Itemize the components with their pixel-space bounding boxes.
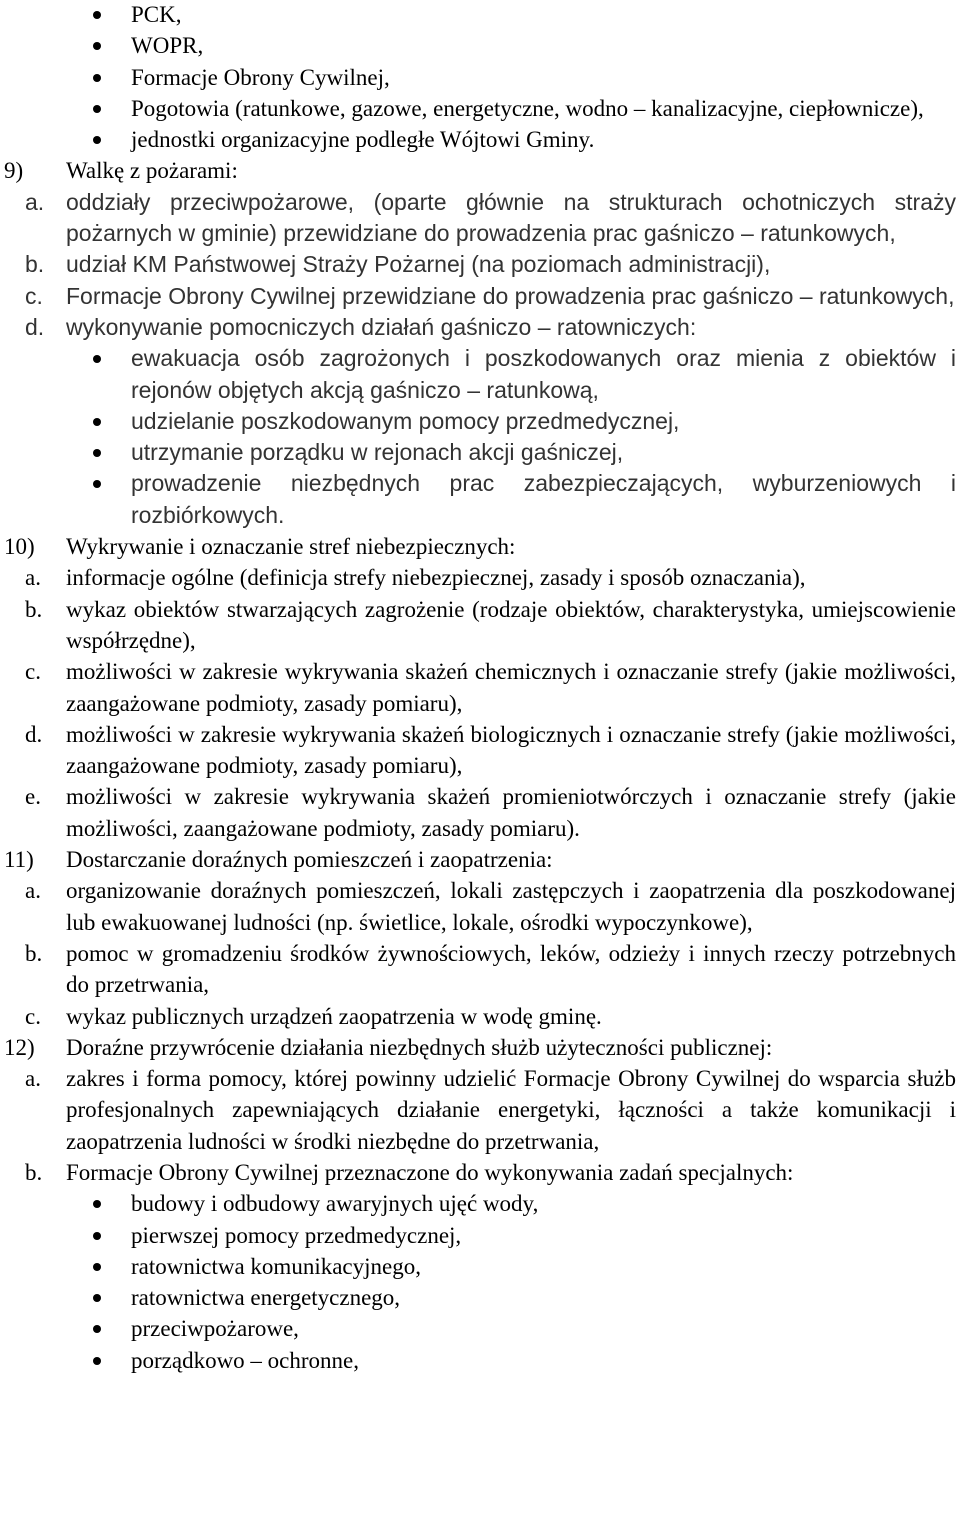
bullet-icon — [93, 1200, 101, 1208]
section-heading-9: 9) Walkę z pożarami: — [4, 158, 238, 184]
list-item: udzielanie poszkodowanym pomocy przedmedycznej, — [0, 406, 956, 437]
list-item: ewakuacja osób zagrożonych i poszkodowanych oraz mienia z obiektów i rejonów objętych akcją gaśniczo – ratunkową, — [0, 343, 956, 406]
list-item: ratownictwa komunikacyjnego, — [0, 1251, 956, 1282]
bullet-icon — [93, 11, 101, 19]
section-10-item-d: d. możliwości w zakresie wykrywania skażeń biologicznych i oznaczanie strefy (jakie możliwości, zaangażowane podmioty, zasady pomiaru), — [25, 721, 956, 779]
bullet-icon — [93, 449, 101, 457]
list-item: ratownictwa energetycznego, — [0, 1282, 956, 1313]
bullet-icon — [93, 42, 101, 50]
section-9-item-c: c. Formacje Obrony Cywilnej przewidziane do prowadzenia prac gaśniczo – ratunkowych, — [25, 282, 955, 309]
section-12-item-b: b. Formacje Obrony Cywilnej przeznaczone do wykonywania zadań specjalnych: — [25, 1159, 794, 1185]
bullet-icon — [93, 74, 101, 82]
list-item: przeciwpożarowe, — [0, 1313, 956, 1344]
list-item: WOPR, — [0, 30, 956, 61]
bullet-icon — [93, 1325, 101, 1333]
list-item: prowadzenie niezbędnych prac zabezpieczających, wyburzeniowych i rozbiórkowych. — [0, 468, 956, 531]
list-item: Pogotowia (ratunkowe, gazowe, energetyczne, wodno – kanalizacyjne, ciepłownicze), — [0, 93, 956, 124]
section-10-item-e: e. możliwości w zakresie wykrywania skażeń promieniotwórczych i oznaczanie strefy (jakie możliwości, zaangażowane podmioty, zasady pomiaru). — [25, 784, 956, 841]
list-item: budowy i odbudowy awaryjnych ujęć wody, — [0, 1188, 956, 1219]
section-heading-11: 11) Dostarczanie doraźnych pomieszczeń i zaopatrzenia: — [4, 847, 553, 873]
section-12-item-a: a. zakres i forma pomocy, której powinny udzielić Formacje Obrony Cywilnej do wsparcia służb profesjonalnych zapewniających działanie energetyki, łączności a także komunikacji i zaopatrzenia ludności w środki niezbędne do przetrwania, — [25, 1066, 956, 1154]
bullet-icon — [93, 355, 101, 363]
section-9-item-d: d. wykonywanie pomocniczych działań gaśniczo – ratowniczych: — [25, 313, 697, 340]
bullet-icon — [93, 1232, 101, 1240]
section-10-item-a: a. informacje ogólne (definicja strefy niebezpiecznej, zasady i sposób oznaczania), — [25, 565, 806, 591]
section-11-item-b: b. pomoc w gromadzeniu środków żywnościowych, leków, odzieży i innych rzeczy potrzebnych do przetrwania, — [25, 940, 956, 998]
list-item: porządkowo – ochronne, — [0, 1345, 956, 1376]
list-item: PCK, — [0, 0, 956, 30]
list-item: jednostki organizacyjne podległe Wójtowi Gminy. — [0, 124, 956, 155]
bullet-icon — [93, 1357, 101, 1365]
list-item: Formacje Obrony Cywilnej, — [0, 62, 956, 93]
section-11-item-c: c. wykaz publicznych urządzeń zaopatrzenia w wodę gminę. — [25, 1003, 602, 1029]
section-9-item-b: b. udział KM Państwowej Straży Pożarnej (na poziomach administracji), — [25, 251, 771, 278]
bullet-icon — [93, 105, 101, 113]
bullet-icon — [93, 1294, 101, 1302]
bullet-icon — [93, 1263, 101, 1271]
bullet-icon — [93, 136, 101, 144]
section-10-item-c: c. możliwości w zakresie wykrywania skażeń chemicznych i oznaczanie strefy (jakie możliwości, zaangażowane podmioty, zasady pomiaru), — [25, 659, 956, 716]
section-11-item-a: a. organizowanie doraźnych pomieszczeń, lokali zastępczych i zaopatrzenia dla poszkodowanej lub ewakuowanej ludności (np. świetlice, lokale, ośrodki wypoczynkowe), — [25, 878, 956, 935]
bullet-icon — [93, 418, 101, 426]
section-heading-10: 10) Wykrywanie i oznaczanie stref niebezpiecznych: — [4, 534, 516, 560]
section-9-item-a: a. oddziały przeciwpożarowe, (oparte głównie na strukturach ochotniczych straży pożarnych w gminie) przewidziane do prowadzenia prac gaśniczo – ratunkowych, — [25, 188, 956, 247]
bullet-icon — [93, 480, 101, 488]
list-item: utrzymanie porządku w rejonach akcji gaśniczej, — [0, 437, 956, 468]
list-item: pierwszej pomocy przedmedycznej, — [0, 1220, 956, 1251]
section-10-item-b: b. wykaz obiektów stwarzających zagrożenie (rodzaje obiektów, charakterystyka, umiejscowienie współrzędne), — [25, 596, 956, 653]
section-heading-12: 12) Doraźne przywrócenie działania niezbędnych służb użyteczności publicznej: — [4, 1034, 773, 1060]
